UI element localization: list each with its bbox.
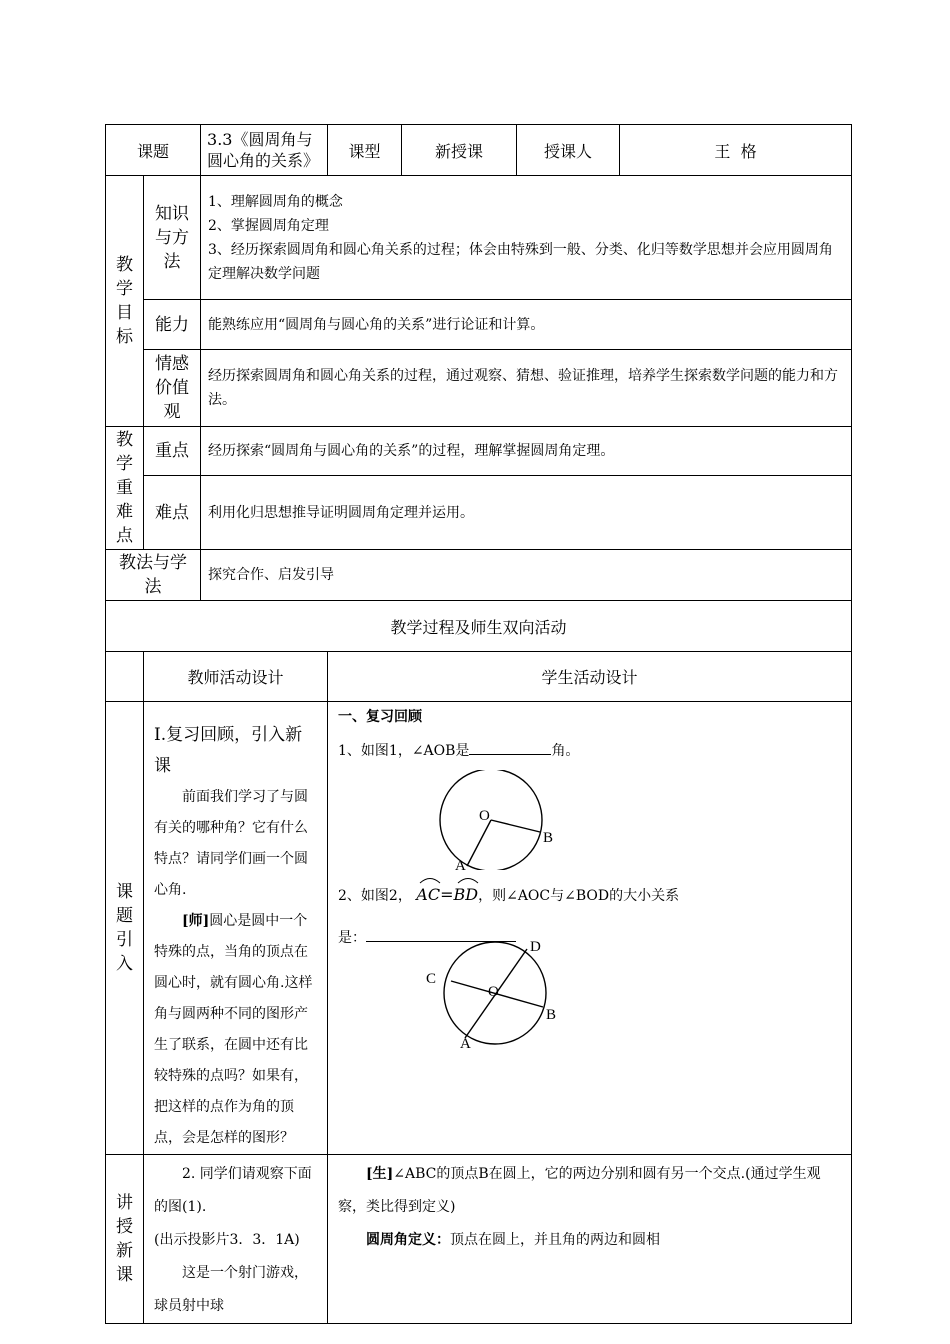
definition-line xyxy=(338,1224,843,1257)
question-1-suffix: 角。 xyxy=(551,743,580,759)
intro-teacher-cell xyxy=(144,702,328,1155)
intro-row xyxy=(106,702,852,1155)
lecture-student-p1: ∠ABC的顶点B在圆上，它的两边分别和圆有另一个交点.(通过学生观察，类比得到定义) xyxy=(338,1166,821,1215)
ability-row xyxy=(106,300,852,350)
header-row xyxy=(106,125,852,176)
question-1-prefix: 1、如图1，∠AOB是 xyxy=(338,743,470,759)
fig2-label-b: B xyxy=(546,1007,557,1023)
arc-mark-ac xyxy=(420,879,440,884)
intro-student-cell xyxy=(328,702,852,1155)
ability-text: 能熟练应用“圆周角与圆心角的关系”进行论证和计算。 xyxy=(201,300,852,350)
arc-mark-bd xyxy=(458,879,478,884)
fig2-label-o: O xyxy=(488,984,499,1000)
student-column-header: 学生活动设计 xyxy=(328,652,852,702)
definition-text: 顶点在圆上，并且角的两边和圆相 xyxy=(450,1232,661,1248)
student-tag: [生] xyxy=(366,1166,394,1182)
knowledge-list xyxy=(201,176,852,300)
knowledge-label: 知识与方法 xyxy=(144,176,201,300)
teacher-column-header: 教师活动设计 xyxy=(144,652,328,702)
objectives-group-label: 教学目标 xyxy=(106,176,144,427)
student-heading: 一、复习回顾 xyxy=(338,709,423,725)
methods-text: 探究合作、启发引导 xyxy=(201,550,852,601)
figure-2 xyxy=(408,941,608,1049)
fig2-label-a: A xyxy=(460,1036,471,1049)
figure-1 xyxy=(433,770,633,870)
arc-equation xyxy=(416,880,478,906)
lecture-teacher-p2: (出示投影片3．3．1A) xyxy=(154,1232,300,1248)
answer-blank-2 xyxy=(366,927,516,942)
fig1-radius-ob xyxy=(491,820,540,832)
question-1 xyxy=(338,740,843,760)
fig1-label-o: O xyxy=(479,808,490,824)
lecture-teacher-cell xyxy=(144,1155,328,1324)
question-2 xyxy=(338,880,843,907)
lecture-teacher-p3: 这是一个射门游戏，球员射中球 xyxy=(154,1265,308,1314)
fig1-radius-oa xyxy=(467,820,491,866)
lecture-student-cell xyxy=(328,1155,852,1324)
teacher-label: 授课人 xyxy=(517,125,620,176)
emotion-text: 经历探索圆周角和圆心角关系的过程，通过观察、猜想、验证推理，培养学生探索数学问题的能力和方法。 xyxy=(201,350,852,427)
teacher-value: 王 格 xyxy=(620,125,852,176)
difficulty-row xyxy=(106,476,852,550)
intro-teacher-p1: 前面我们学习了与圆有关的哪种角？它有什么特点？请同学们画一个圆心角. xyxy=(154,789,308,898)
arc-marks xyxy=(416,874,486,884)
ability-label: 能力 xyxy=(144,300,201,350)
process-title: 教学过程及师生双向活动 xyxy=(106,601,852,652)
question-2-line2-prefix: 是： xyxy=(338,930,367,946)
methods-row xyxy=(106,550,852,601)
lecture-teacher-p1: 2. 同学们请观察下面的图(1). xyxy=(154,1166,312,1215)
answer-blank-1 xyxy=(469,740,551,755)
difficulty-label: 难点 xyxy=(144,476,201,550)
question-2-suffix: ，则∠AOC与∠BOD的大小关系 xyxy=(478,888,680,904)
topic-value: 3.3《圆周角与圆心角的关系》 xyxy=(201,125,328,176)
column-header-row xyxy=(106,652,852,702)
methods-label: 教法与学法 xyxy=(106,550,201,601)
emotion-label: 情感价值观 xyxy=(144,350,201,427)
fig1-label-b: B xyxy=(543,830,554,846)
fig1-label-a: A xyxy=(455,858,466,870)
question-2-prefix: 2、如图2， xyxy=(338,888,412,904)
lecture-row xyxy=(106,1155,852,1324)
lesson-plan-table xyxy=(105,124,852,1324)
knowledge-item: 2、掌握圆周角定理 xyxy=(208,217,329,234)
knowledge-item: 1、理解圆周角的概念 xyxy=(208,193,343,210)
process-title-row xyxy=(106,601,852,652)
intro-teacher-p2-wrap xyxy=(154,906,319,1154)
knowledge-item: 3、经历探索圆周角和圆心角关系的过程；体会由特殊到一般、分类、化归等数学思想并会应用圆周角定理解决数学问题 xyxy=(208,241,833,282)
knowledge-row xyxy=(106,176,852,300)
arc-equation-text: AC=BD xyxy=(416,885,479,904)
blank-cell xyxy=(106,652,144,702)
intro-teacher-p2: 圆心是圆中一个特殊的点，当角的顶点在圆心时，就有圆心角.这样角与圆两种不同的图形产生了联系，在圆中还有比较特殊的点吗？如果有，把这样的点作为角的顶点，会是怎样的图形？ xyxy=(154,913,313,1146)
intro-teacher-title: Ⅰ.复习回顾，引入新课 xyxy=(154,725,303,776)
focus-text: 经历探索“圆周角与圆心角的关系”的过程，理解掌握圆周角定理。 xyxy=(201,427,852,476)
type-label: 课型 xyxy=(328,125,402,176)
focus-label: 重点 xyxy=(144,427,201,476)
lecture-label: 讲授新课 xyxy=(106,1155,144,1324)
definition-label: 圆周角定义： xyxy=(366,1232,451,1248)
fig2-label-c: C xyxy=(426,971,437,987)
keypoints-group-label: 教学重难点 xyxy=(106,427,144,550)
lecture-student-p1-wrap xyxy=(338,1158,843,1224)
intro-label: 课题引入 xyxy=(106,702,144,1155)
teacher-tag: [师] xyxy=(182,913,210,929)
fig2-label-d: D xyxy=(530,941,541,955)
focus-row xyxy=(106,427,852,476)
emotion-row xyxy=(106,350,852,427)
type-value: 新授课 xyxy=(402,125,517,176)
topic-label: 课题 xyxy=(106,125,201,176)
difficulty-text: 利用化归思想推导证明圆周角定理并运用。 xyxy=(201,476,852,550)
